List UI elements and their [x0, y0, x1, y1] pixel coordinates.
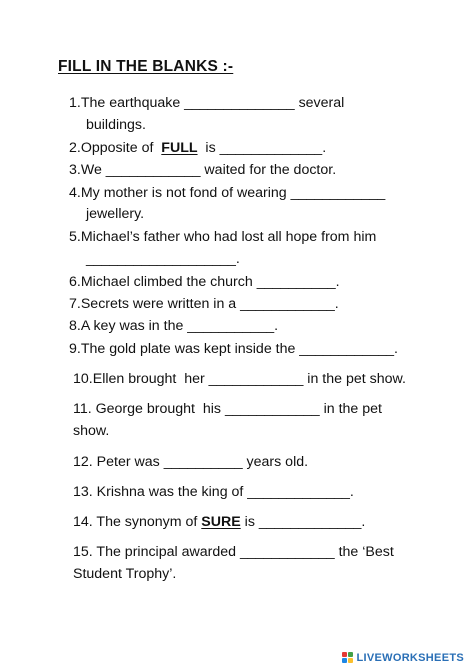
- question-1: [69, 92, 344, 114]
- question-text: Krishna was the king of _____________.: [92, 484, 354, 500]
- question-text: Michael climbed the church __________.: [80, 274, 340, 290]
- question-number: 7.: [69, 296, 81, 312]
- question-8: [69, 315, 278, 337]
- question-text-pre: The synonym of: [92, 514, 202, 530]
- question-number: 3.: [69, 162, 81, 178]
- question-number: 15.: [73, 544, 93, 560]
- question-number: 4.: [69, 185, 81, 201]
- question-number: 10.: [73, 371, 93, 387]
- question-3: [69, 159, 336, 181]
- logo-square-red: [342, 652, 347, 657]
- question-text: The principal awarded ____________ the ‘Best: [92, 544, 394, 560]
- question-number: 8.: [69, 318, 81, 334]
- question-number: 6.: [69, 274, 81, 290]
- emphasized-word: FULL: [161, 140, 198, 156]
- question-text: The earthquake ______________ several: [80, 95, 345, 111]
- question-text-pre: Opposite of: [80, 140, 162, 156]
- question-number: 12.: [73, 454, 93, 470]
- question-text-post: is _____________.: [240, 514, 366, 530]
- emphasized-word: SURE: [201, 514, 241, 530]
- question-15-continuation: Student Trophy’.: [73, 566, 177, 582]
- question-text: My mother is not fond of wearing ____________: [80, 185, 386, 201]
- liveworksheets-logo-icon: [342, 652, 354, 664]
- logo-text: LIVEWORKSHEETS: [356, 652, 464, 664]
- question-6: [69, 271, 340, 293]
- question-number: 1.: [69, 95, 81, 111]
- question-text: We ____________ waited for the doctor.: [80, 162, 337, 178]
- question-11-continuation: show.: [73, 423, 110, 439]
- question-number: 13.: [73, 484, 93, 500]
- logo-square-yellow: [348, 658, 353, 663]
- question-1-continuation: buildings.: [86, 117, 146, 133]
- question-14: [73, 511, 365, 533]
- question-9: [69, 338, 398, 360]
- liveworksheets-logo: [342, 652, 465, 664]
- question-text: Secrets were written in a ____________.: [80, 296, 339, 312]
- question-text: Ellen brought her ____________ in the pet show.: [92, 371, 406, 387]
- page-title: FILL IN THE BLANKS :-: [58, 58, 234, 75]
- question-text: George brought his ____________ in the pet: [91, 401, 382, 417]
- logo-square-blue: [342, 658, 347, 663]
- question-5: [69, 226, 376, 248]
- question-number: 9.: [69, 341, 81, 357]
- question-11: [73, 398, 382, 420]
- question-number: 5.: [69, 229, 81, 245]
- question-text: Michael’s father who had lost all hope from him: [80, 229, 377, 245]
- question-10: [73, 368, 406, 390]
- question-text-post: is _____________.: [197, 140, 327, 156]
- question-4-continuation: jewellery.: [86, 206, 145, 222]
- question-4: [69, 182, 385, 204]
- question-7: [69, 293, 339, 315]
- question-5-continuation: ___________________.: [86, 251, 240, 267]
- question-2: [69, 137, 326, 159]
- question-number: 14.: [73, 514, 93, 530]
- question-12: [73, 451, 308, 473]
- question-number: 11.: [73, 401, 92, 417]
- question-text: A key was in the ___________.: [80, 318, 279, 334]
- question-number: 2.: [69, 140, 81, 156]
- logo-square-green: [348, 652, 353, 657]
- question-text: The gold plate was kept inside the ____________.: [80, 341, 398, 357]
- question-13: [73, 481, 354, 503]
- question-15: [73, 541, 394, 563]
- question-text: Peter was __________ years old.: [92, 454, 309, 470]
